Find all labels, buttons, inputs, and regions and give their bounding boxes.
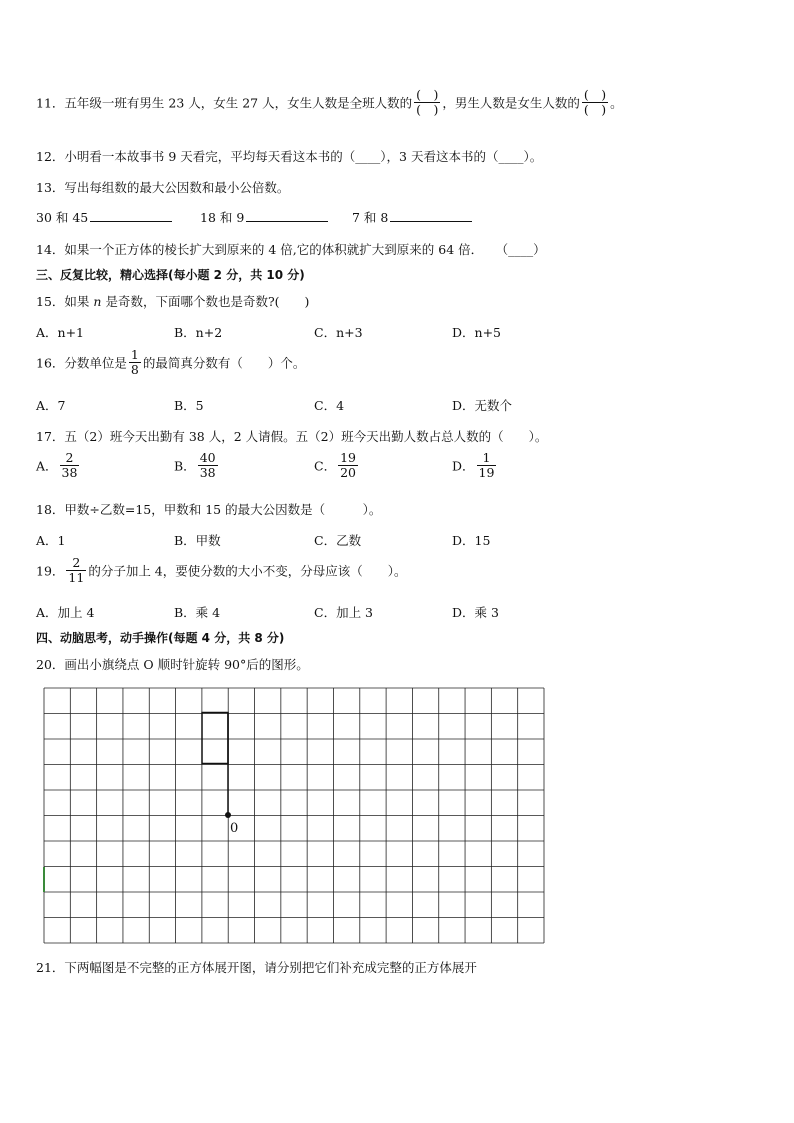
section-3-heading: 三、反复比较，精心选择(每小题 2 分，共 10 分) bbox=[36, 268, 305, 282]
q19-option-c[interactable]: C．加上 3 bbox=[314, 605, 373, 620]
q17-option-c[interactable]: C． $\frac{19}{20}$ bbox=[314, 450, 356, 480]
q17-option-a-fraction: $\frac{2}{38}$ bbox=[61, 450, 78, 480]
q15-option-c[interactable]: C．n+3 bbox=[314, 325, 363, 340]
q19-option-b[interactable]: B．乘 4 bbox=[174, 605, 221, 620]
q15-option-b[interactable]: B．n+2 bbox=[174, 325, 223, 340]
q13-item-2: 18 和 9 bbox=[200, 208, 328, 226]
question-15: 15．如果 n 是奇数，下面哪个数也是奇数?( ) bbox=[36, 294, 310, 309]
question-14: 14．如果一个正方体的棱长扩大到原来的 4 倍,它的体积就扩大到原来的 64 倍． （____） bbox=[36, 242, 546, 257]
section-4-heading: 四、动脑思考，动手操作(每题 4 分，共 8 分) bbox=[36, 631, 285, 645]
q13-answer-blank-2[interactable] bbox=[246, 209, 328, 222]
q16-option-d[interactable]: D．无数个 bbox=[452, 398, 513, 413]
grid-lines bbox=[44, 688, 544, 943]
q13-answer-blank-3[interactable] bbox=[390, 209, 472, 222]
q17-option-d[interactable]: D． $\frac{1}{19}$ bbox=[452, 450, 495, 480]
rotation-grid[interactable] bbox=[43, 687, 545, 944]
q16-option-c[interactable]: C．4 bbox=[314, 398, 345, 413]
q18-option-d[interactable]: D．15 bbox=[452, 533, 491, 548]
q15-option-d[interactable]: D．n+5 bbox=[452, 325, 501, 340]
question-13-title: 13．写出每组数的最大公因数和最小公倍数。 bbox=[36, 180, 290, 195]
q11-fraction-blank-2: $\frac{( )}{( )}$ bbox=[583, 87, 607, 117]
flag-banner bbox=[202, 713, 228, 764]
question-18: 18．甲数÷乙数=15，甲数和 15 的最大公因数是（ ）。 bbox=[36, 502, 382, 517]
question-16: 16．分数单位是 $\frac{1}{8}$ 的最简真分数有（ ）个。 bbox=[36, 347, 306, 377]
question-17: 17．五（2）班今天出勤有 38 人，2 人请假。五（2）班今天出勤人数占总人数的（ ）。 bbox=[36, 429, 548, 444]
q16-option-b[interactable]: B．5 bbox=[174, 398, 204, 413]
q11-text-b: ，男生人数是女生人数的 bbox=[442, 95, 580, 111]
question-20: 20．画出小旗绕点 O 顺时针旋转 90°后的图形。 bbox=[36, 657, 309, 672]
point-o bbox=[225, 812, 231, 818]
q13-item-1: 30 和 45 bbox=[36, 208, 172, 226]
q19-option-d[interactable]: D．乘 3 bbox=[452, 605, 499, 620]
question-12: 12．小明看一本故事书 9 天看完，平均每天看这本书的（____），3 天看这本书的（____）。 bbox=[36, 149, 543, 164]
q13-item-3: 7 和 8 bbox=[352, 208, 472, 226]
q17-option-b[interactable]: B． $\frac{40}{38}$ bbox=[174, 450, 216, 480]
question-19: 19． $\frac{2}{11}$ 的分子加上 4，要使分数的大小不变，分母应该（ ）。 bbox=[36, 555, 407, 585]
q13-answer-blank-1[interactable] bbox=[90, 209, 172, 222]
q15-option-a[interactable]: A．n+1 bbox=[36, 325, 85, 340]
question-21: 21．下两幅图是不完整的正方体展开图，请分别把它们补充成完整的正方体展开 bbox=[36, 960, 477, 975]
q18-option-b[interactable]: B．甲数 bbox=[174, 533, 221, 548]
q19-option-a[interactable]: A．加上 4 bbox=[36, 605, 95, 620]
q16-option-a[interactable]: A．7 bbox=[36, 398, 66, 413]
q16-fraction: $\frac{1}{8}$ bbox=[130, 347, 139, 377]
q11-fraction-blank-1: $\frac{( )}{( )}$ bbox=[416, 87, 439, 117]
question-11: 11．五年级一班有男生 23 人，女生 27 人，女生人数是全班人数的 $\frac{( )}{( )}$ ，男生人数是女生人数的 $\frac{( )}{( )}$ 。 bbox=[36, 87, 623, 117]
q19-fraction: $\frac{2}{11}$ bbox=[68, 555, 85, 585]
q18-option-a[interactable]: A．1 bbox=[36, 533, 66, 548]
flag-shape bbox=[202, 713, 228, 816]
q17-option-b-fraction: $\frac{40}{38}$ bbox=[199, 450, 216, 480]
point-o-label: 0 bbox=[230, 821, 239, 836]
q17-option-a[interactable]: A． $\frac{2}{38}$ bbox=[36, 450, 78, 480]
q18-option-c[interactable]: C．乙数 bbox=[314, 533, 362, 548]
q17-option-c-fraction: $\frac{19}{20}$ bbox=[340, 450, 356, 480]
q11-text-a: 11．五年级一班有男生 23 人，女生 27 人，女生人数是全班人数的 bbox=[36, 95, 413, 111]
q17-option-d-fraction: $\frac{1}{19}$ bbox=[478, 450, 495, 480]
